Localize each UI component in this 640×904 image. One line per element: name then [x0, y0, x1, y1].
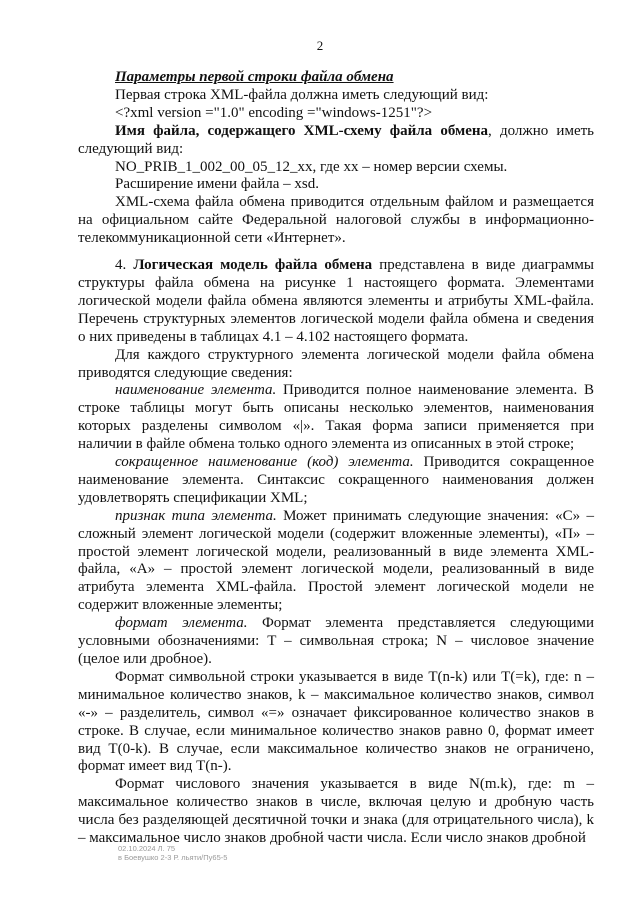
paragraph: Расширение имени файла – xsd. [115, 176, 319, 193]
paragraph: Формат символьной строки указывается в виде T(n-k) или T(=k), где: n – минимальное количество знаков, k – максимальное количество знаков, символ «-» – разделитель, символ «=» означает фиксированное количество знаков в строке. В случае, если минимальное количество знаков равно 0, формат имеет вид T(0-k). В случае, если максимальное количество знаков не ограничено, формат имеет вид T(n-). [78, 668, 594, 775]
paragraph: 4. Логическая модель файла обмена представлена в виде диаграммы структуры файла обмена на рисунке 1 настоящего формата. Элементами логической модели файла обмена являются элементы и атрибуты XML-файла. Перечень структурных элементов логической модели файла обмена и сведения о них приведены в таблицах 4.1 – 4.102 настоящего формата. [78, 257, 594, 345]
list-item: формат элемента. Формат элемента представляется следующими условными обозначениями: T – символьная строка; N – числовое значение (целое или дробное). [78, 615, 594, 667]
page-number: 2 [316, 38, 324, 53]
list-item: сокращенное наименование (код) элемента. Приводится сокращенное наименование элемента. Синтаксис сокращенного наименования должен удовлетворять спецификации XML; [78, 454, 594, 506]
paragraph: Имя файла, содержащего XML-схему файла обмена, должно иметь следующий вид: [78, 122, 594, 157]
footer-stamp-line: 02.10.2024 Л. 75 [118, 844, 176, 853]
xml-declaration: <?xml version ="1.0" encoding ="windows-1251"?> [115, 104, 433, 121]
section-heading: Параметры первой строки файла обмена [115, 69, 394, 85]
paragraph: Для каждого структурного элемента логической модели файла обмена приводятся следующие сведения: [78, 346, 594, 381]
paragraph: Первая строка XML-файла должна иметь следующий вид: [115, 86, 489, 103]
paragraph: Формат числового значения указывается в виде N(m.k), где: m – максимальное количество знаков в числе, включая целую и дробную часть числа без разделяющей десятичной точки и знака (для отрицательного числа), k – максимальное число знаков дробной части числа. Если число знаков дробной [78, 776, 594, 847]
footer-stamp-line: в Боевушко 2-3 Р. льяти/Пу65-5 [118, 853, 228, 862]
paragraph: XML-схема файла обмена приводится отдельным файлом и размещается на официальном сайте Федеральной налоговой службы в информационно-телекоммуникационной сети «Интернет». [78, 194, 594, 247]
schema-file-name: NO_PRIB_1_002_00_05_12_xx, где хх – номер версии схемы. [115, 158, 508, 175]
document-body [78, 69, 594, 848]
list-item: признак типа элемента. Может принимать следующие значения: «С» – сложный элемент логической модели (содержит вложенные элементы), «П» – простой элемент логической модели, реализованный в виде элемента XML-файла, «А» – простой элемент логической модели, реализованный в виде атрибута элемента XML-файла. Простой элемент логической модели не содержит вложенные элементы; [78, 507, 594, 614]
list-item: наименование элемента. Приводится полное наименование элемента. В строке таблицы могут быть описаны несколько элементов, наименования которых разделены символом «|». Такая форма записи применяется при наличии в файле обмена только одного элемента из описанных в этой строке; [78, 382, 595, 453]
